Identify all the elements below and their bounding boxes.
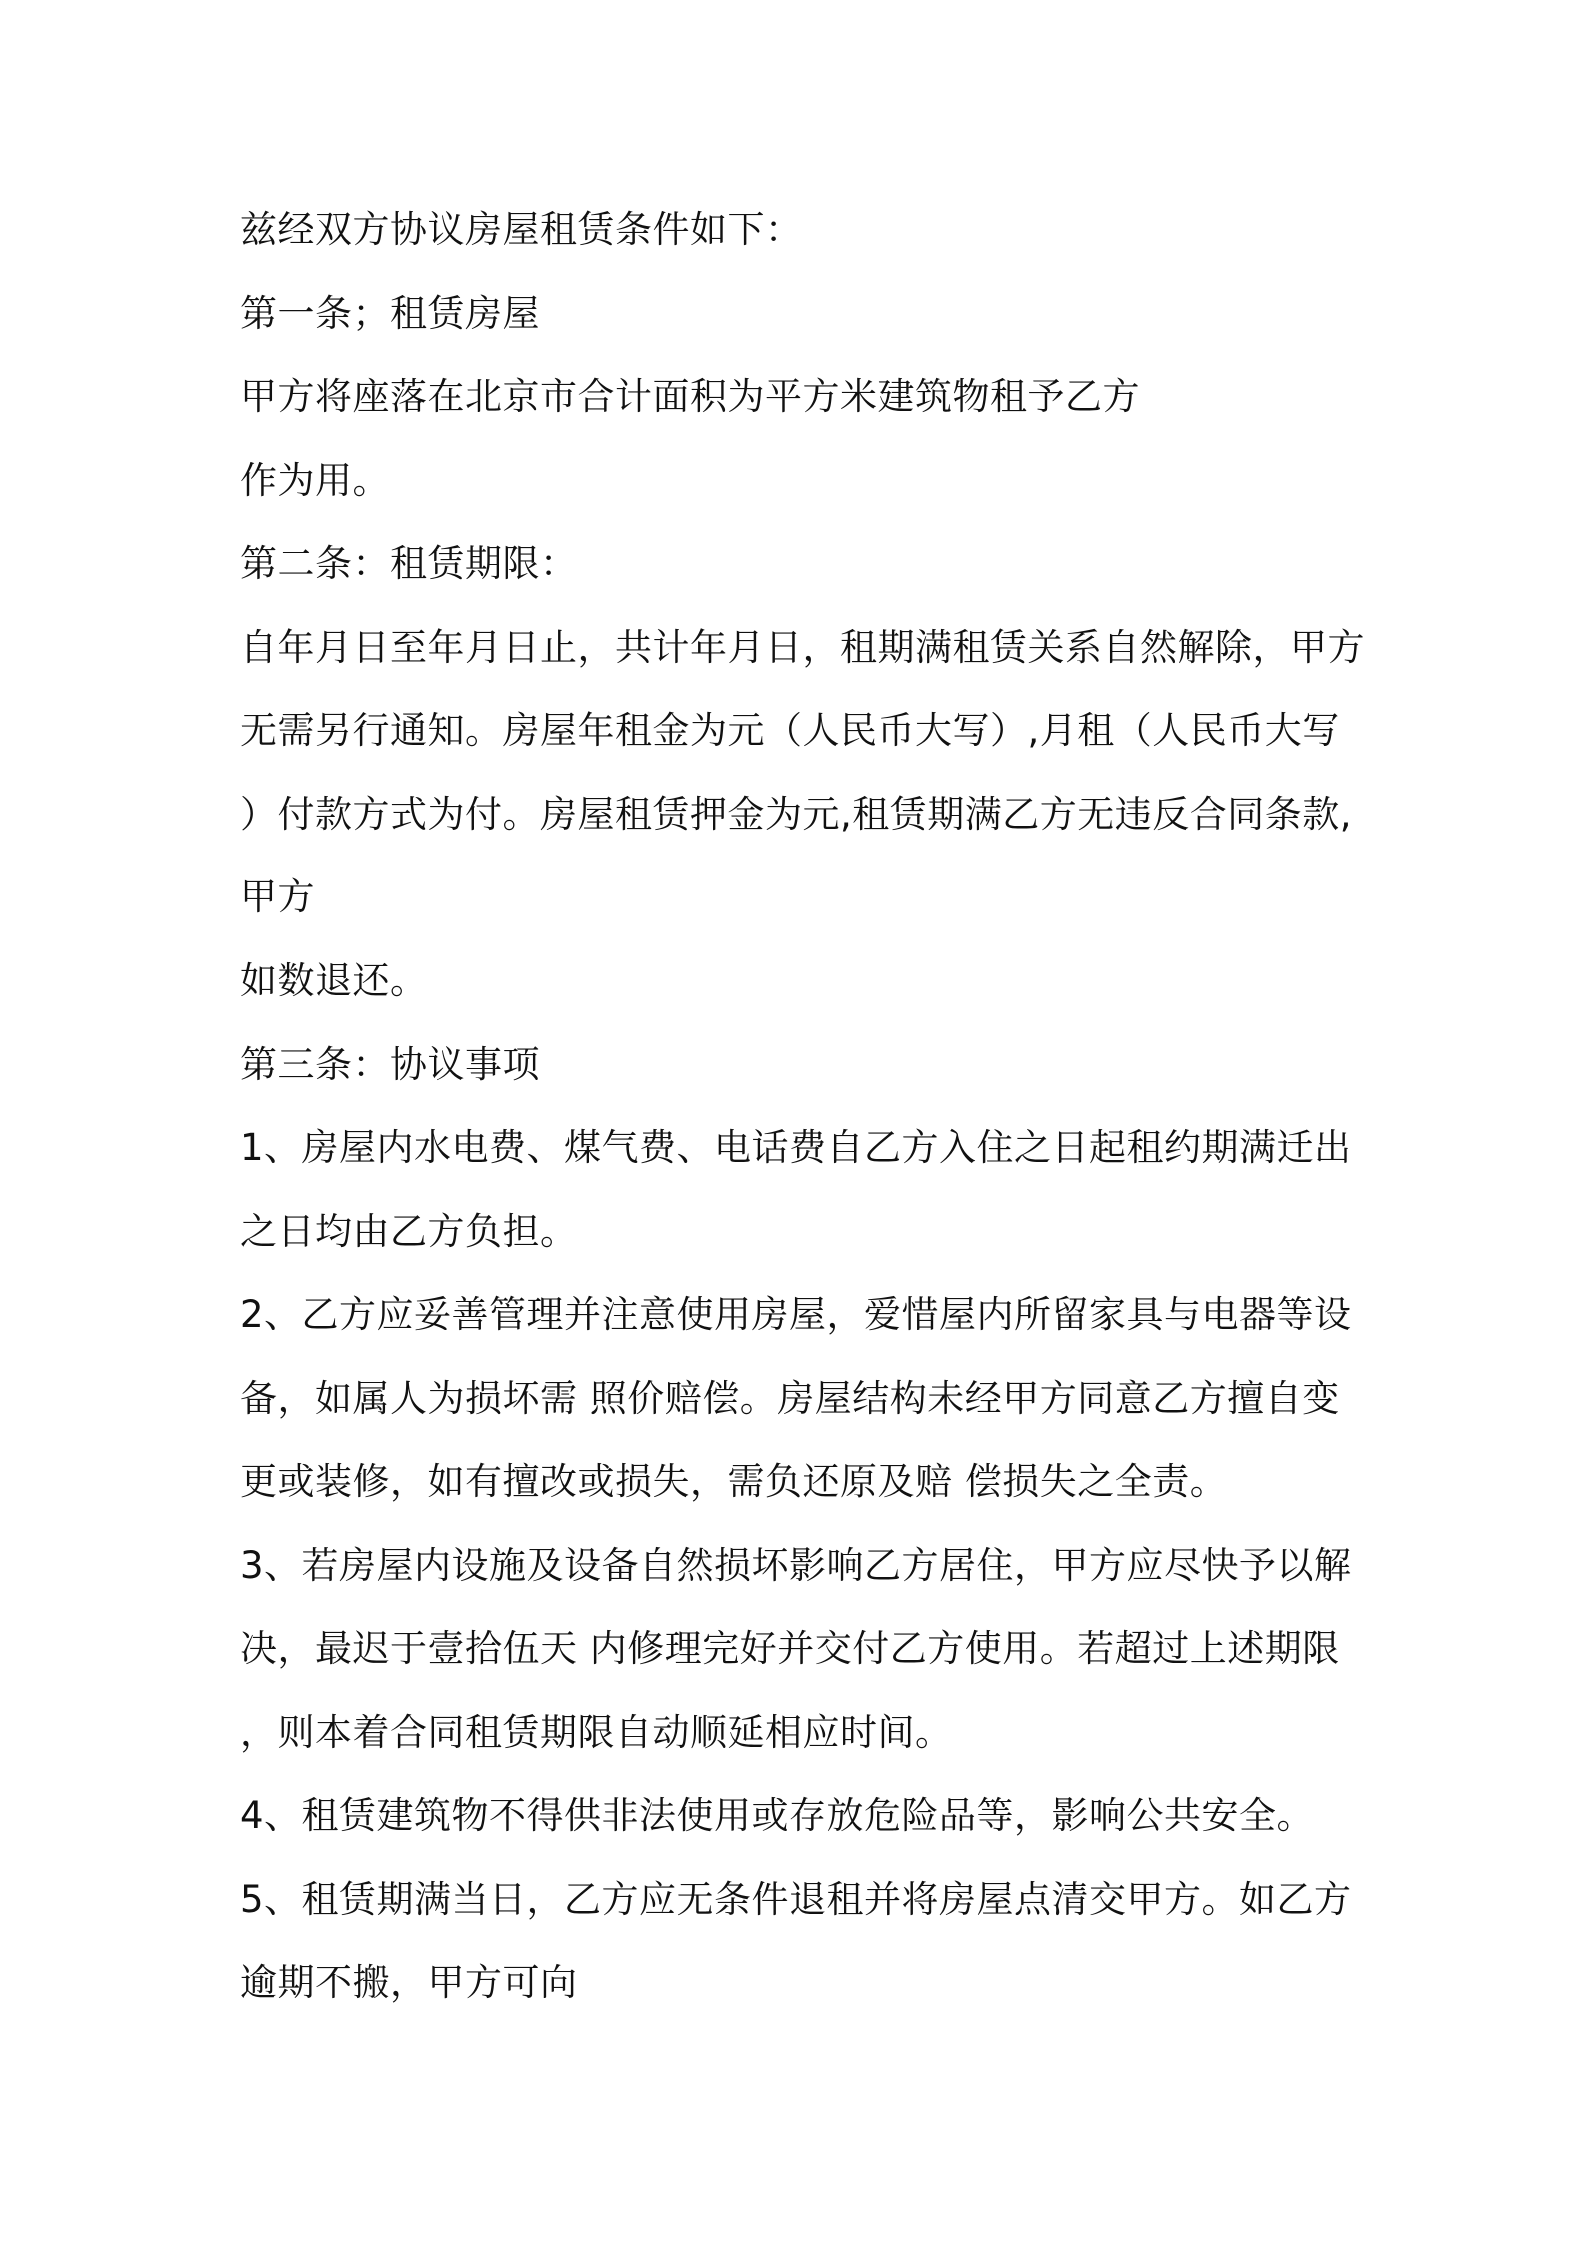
article-2-text-line: ）付款方式为付。房屋租赁押金为元,租赁期满乙方无违反合同条款, <box>240 793 1353 836</box>
article-2-text-line: 如数退还。 <box>240 959 428 1002</box>
article-2-text-line: 甲方 <box>240 875 315 918</box>
clause-3-line: ，则本着合同租赁期限自动顺延相应时间。 <box>240 1711 953 1754</box>
clause-2-line: 备，如属人为损坏需 照价赔偿。房屋结构未经甲方同意乙方擅自变 <box>240 1377 1340 1420</box>
clause-1-line: 之日均由乙方负担。 <box>240 1210 578 1253</box>
clause-2-line: 更或装修，如有擅改或损失，需负还原及赔 偿损失之全责。 <box>240 1460 1228 1503</box>
article-3-heading: 第三条：协议事项 <box>240 1043 540 1086</box>
clause-2-line: 2、乙方应妥善管理并注意使用房屋，爱惜屋内所留家具与电器等设 <box>240 1293 1352 1336</box>
article-1-heading: 第一条；租赁房屋 <box>240 292 540 335</box>
article-1-text-line: 作为用。 <box>240 459 390 502</box>
article-2-text-line: 自年月日至年月日止，共计年月日，租期满租赁关系自然解除，甲方 <box>240 626 1365 669</box>
clause-3-line: 3、若房屋内设施及设备自然损坏影响乙方居住，甲方应尽快予以解 <box>240 1544 1352 1587</box>
article-1-text-line: 甲方将座落在北京市合计面积为平方米建筑物租予乙方 <box>240 375 1140 418</box>
article-2-heading: 第二条：租赁期限： <box>240 542 578 585</box>
article-2-text-line: 无需另行通知。房屋年租金为元（人民币大写）,月租（人民币大写 <box>240 709 1340 752</box>
clause-4-line: 4、租赁建筑物不得供非法使用或存放危险品等，影响公共安全。 <box>240 1794 1315 1837</box>
intro-line: 兹经双方协议房屋租赁条件如下： <box>240 208 803 251</box>
clause-5-line: 逾期不搬，甲方可向 <box>240 1961 578 2004</box>
clause-1-line: 1、房屋内水电费、煤气费、电话费自乙方入住之日起租约期满迁出 <box>240 1126 1352 1169</box>
clause-3-line: 决，最迟于壹拾伍天 内修理完好并交付乙方使用。若超过上述期限 <box>240 1627 1340 1670</box>
clause-5-line: 5、租赁期满当日，乙方应无条件退租并将房屋点清交甲方。如乙方 <box>240 1878 1352 1921</box>
